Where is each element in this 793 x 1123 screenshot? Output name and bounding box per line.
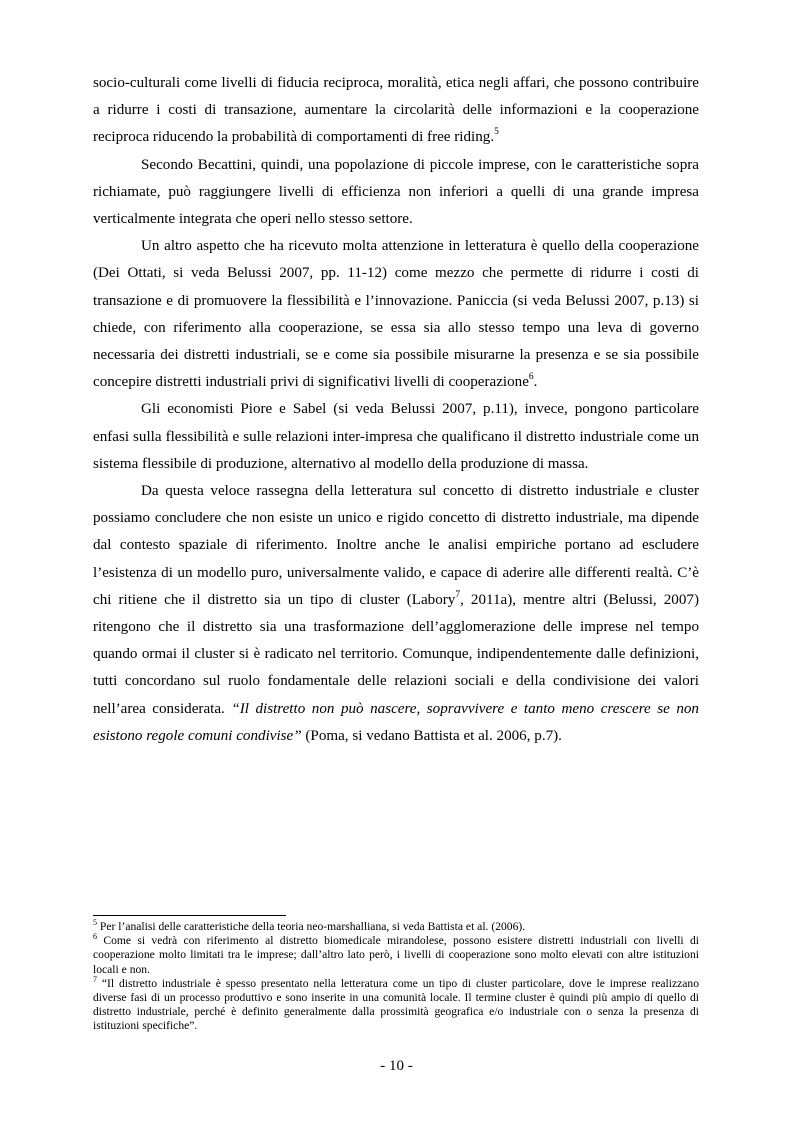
footnote-text: Per l’analisi delle caratteristiche della teoria neo-marshalliana, si veda Battista et al. (2006). xyxy=(97,920,526,933)
quote: “Il distretto non può nascere, sopravvivere e tanto meno crescere se non esistono regole comuni condivise” xyxy=(93,700,699,744)
paragraph-1-text: socio-culturali come livelli di fiducia reciproca, moralità, etica negli affari, che possono contribuire a ridurre i costi di transazione, aumentare la circolarità delle informazioni e la cooperazione reciproca riducendo la probabilità di comportamenti di free riding. xyxy=(93,75,699,146)
footnote-number: 7 xyxy=(93,974,97,984)
footnote-ref-7[interactable]: 7 xyxy=(455,589,461,600)
footnote-7 xyxy=(93,974,699,1034)
paragraph-5-text-b: , 2011a), mentre altri (Belussi, 2007) ritengono che il distretto sia una trasformazione dell’agglomerazione delle imprese nel tempo quando ormai il cluster si è radicato nel territorio. Comunque, indipendentemente dalle definizioni, tutti concordano sul ruolo fondamentale delle relazioni sociali e della condivisione dei valori nell’area considerata. xyxy=(93,591,699,717)
footnote-5 xyxy=(93,920,699,934)
footnotes xyxy=(93,920,699,1034)
paragraph-3-text: Un altro aspetto che ha ricevuto molta attenzione in letteratura è quello della cooperazione (Dei Ottati, si veda Belussi 2007, pp. 11-12) come mezzo che permette di ridurre i costi di transazione e di promuovere la flessibilità e l’innovazione. Paniccia (si veda Belussi 2007, p.13) si chiede, con riferimento alla cooperazione, se essa sia allo stesso tempo una leva di governo necessaria dei distretti industriali, se e come sia possibile misurarne la presenza e se sia possibile concepire distretti industriali privi di significativi livelli di cooperazione xyxy=(93,238,699,391)
paragraph-5-text-c: (Poma, si vedano Battista et al. 2006, p.7). xyxy=(301,727,562,744)
footnote-number: 6 xyxy=(93,932,97,942)
footnote-6 xyxy=(93,934,699,977)
footnote-ref-5[interactable]: 5 xyxy=(494,127,499,138)
footnote-text: Come si vedrà con riferimento al distretto biomedicale mirandolese, possono esistere distretti industriali con livelli di cooperazione molto limitati tra le imprese; dall’altro lato però, i livelli di cooperazione sono molto elevati con altre istituzioni locali e non. xyxy=(93,934,699,976)
paragraph-1 xyxy=(93,70,699,152)
footnote-number: 5 xyxy=(93,918,97,928)
footnote-separator xyxy=(93,915,286,916)
page-number: - 10 - xyxy=(380,1058,413,1074)
paragraph-5-text-a: Da questa veloce rassegna della letteratura sul concetto di distretto industriale e cluster possiamo concludere che non esiste un unico e rigido concetto di distretto industriale, ma dipende dal contesto spaziale di riferimento. Inoltre anche le analisi empiriche portano ad escludere l’esistenza di un modello puro, universalmente valido, e capace di aderire alle differenti realtà. C’è chi ritiene che il distretto sia un tipo di cluster (Labory xyxy=(93,483,699,608)
paragraph-3-end: . xyxy=(533,374,538,391)
footnote-text: “Il distretto industriale è spesso presentato nella letteratura come un tipo di cluster particolare, dove le imprese realizzano diverse fasi di un processo produttivo e sono inserite in una comunità locale. Il termine cluster è quindi più ampio di quello di distretto industriale, perché è definito generalmente dalla prossimità geografica e/o industriale con o senza la presenza di istituzioni specifiche”. xyxy=(93,976,699,1033)
main-text xyxy=(93,70,699,750)
paragraph-2 xyxy=(93,152,699,234)
paragraph-2-text: Secondo Becattini, quindi, una popolazione di piccole imprese, con le caratteristiche sopra richiamate, può raggiungere livelli di efficienza non inferiori a quelli di una grande impresa verticalmente integrata che operi nello stesso settore. xyxy=(93,156,699,228)
paragraph-3 xyxy=(93,233,699,396)
footnote-ref-6[interactable]: 6 xyxy=(528,372,534,383)
paragraph-4 xyxy=(93,396,699,478)
paragraph-4-text: Gli economisti Piore e Sabel (si veda Belussi 2007, p.11), invece, pongono particolare enfasi sulla flessibilità e sulle relazioni inter-impresa che qualificano il distretto industriale come un sistema flessibile di produzione, alternativo al modello della produzione di massa. xyxy=(93,401,699,472)
paragraph-5 xyxy=(93,478,699,750)
